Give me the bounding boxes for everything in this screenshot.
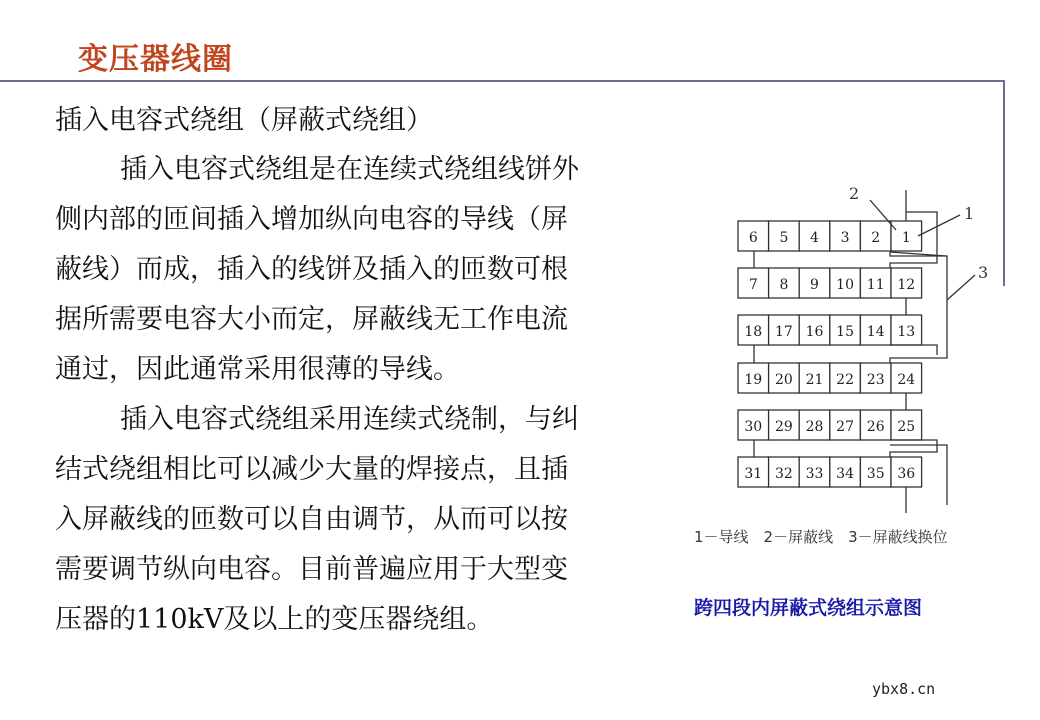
disc-number: 13 — [897, 324, 916, 340]
callout-label: 2 — [849, 184, 860, 203]
disc-number: 15 — [836, 324, 855, 340]
disc-number: 19 — [744, 372, 763, 388]
disc-number: 6 — [748, 230, 758, 246]
disc-number: 25 — [897, 419, 916, 435]
disc-number: 26 — [866, 419, 885, 435]
callout-label: 3 — [978, 263, 989, 282]
disc-number: 31 — [744, 466, 763, 482]
body-line: 结式绕组相比可以减少大量的焊接点，且插 — [55, 454, 568, 485]
disc-number: 12 — [897, 277, 916, 293]
disc-number: 21 — [805, 372, 824, 388]
disc-number: 14 — [866, 324, 885, 340]
disc-number: 33 — [805, 466, 824, 482]
disc-number: 17 — [774, 324, 793, 340]
disc-number: 36 — [897, 466, 916, 482]
disc-number: 30 — [744, 419, 763, 435]
body-line: 通过，因此通常采用很薄的导线。 — [55, 354, 460, 385]
slide-title: 变压器线圈 — [78, 42, 233, 77]
disc-number: 11 — [866, 277, 885, 293]
body-line: 入屏蔽线的匝数可以自由调节，从而可以按 — [55, 504, 568, 535]
conductor-line — [918, 215, 960, 236]
disc-number: 4 — [810, 230, 819, 246]
disc-number: 5 — [779, 230, 789, 246]
body-line: 需要调节纵向电容。目前普遍应用于大型变 — [55, 554, 568, 585]
conductor-line — [890, 345, 937, 355]
disc-number: 3 — [840, 230, 850, 246]
conductor-line — [890, 440, 937, 457]
diagram-caption: 跨四段内屏蔽式绕组示意图 — [694, 597, 923, 619]
disc-number: 29 — [774, 419, 793, 435]
body-line: 蔽线）而成，插入的线饼及插入的匝数可根 — [55, 254, 568, 285]
disc-number: 1 — [901, 230, 911, 246]
body-line: 据所需要电容大小而定，屏蔽线无工作电流 — [55, 304, 568, 335]
watermark: ybx8.cn — [872, 680, 936, 698]
disc-number: 32 — [774, 466, 793, 482]
disc-number: 23 — [866, 372, 885, 388]
body-line: 压器的110kV及以上的变压器绕组。 — [55, 604, 494, 635]
disc-number: 24 — [897, 372, 916, 388]
disc-number: 28 — [805, 419, 824, 435]
section-heading: 插入电容式绕组（屏蔽式绕组） — [55, 105, 433, 136]
disc-number: 22 — [836, 372, 855, 388]
disc-number: 20 — [774, 372, 793, 388]
disc-number: 10 — [836, 277, 855, 293]
disc-number: 18 — [744, 324, 763, 340]
disc-number: 35 — [866, 466, 885, 482]
disc-number: 7 — [748, 277, 758, 293]
disc-number: 9 — [810, 277, 819, 293]
callout-label: 1 — [964, 204, 975, 223]
body-line: 侧内部的匝间插入增加纵向电容的导线（屏 — [55, 204, 568, 235]
body-line: 插入电容式绕组采用连续式绕制，与纠 — [120, 404, 579, 435]
disc-number: 16 — [805, 324, 824, 340]
disc-number: 2 — [871, 230, 881, 246]
body-line: 插入电容式绕组是在连续式绕组线饼外 — [120, 154, 579, 185]
disc-number: 8 — [779, 277, 789, 293]
disc-number: 34 — [836, 466, 855, 482]
diagram-legend: 1－导线 2－屏蔽线 3－屏蔽线换位 — [694, 528, 948, 546]
conductor-line — [947, 275, 975, 300]
disc-number: 27 — [836, 419, 855, 435]
